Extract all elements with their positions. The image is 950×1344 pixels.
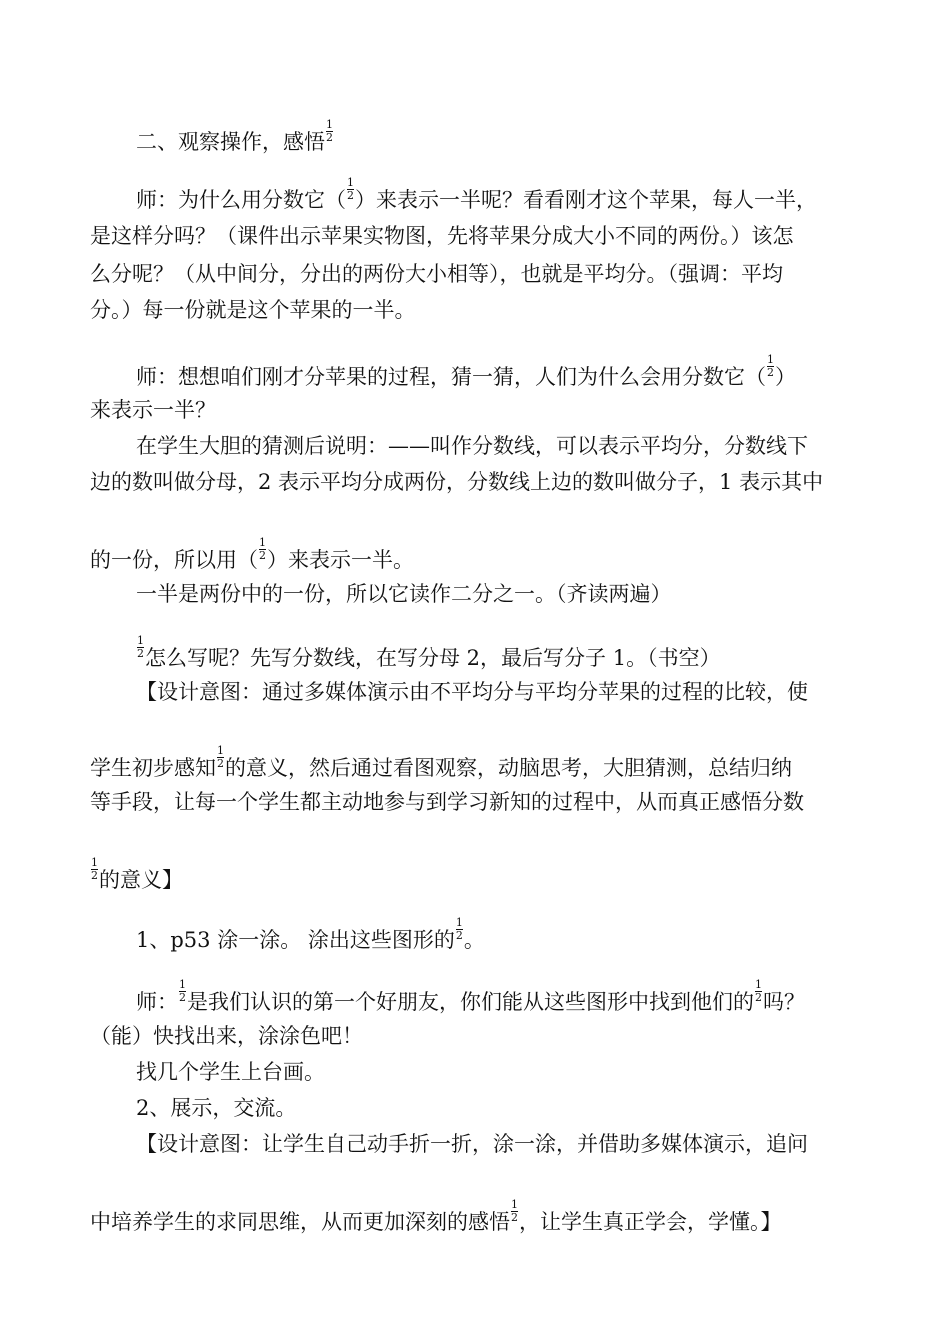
text: 1、p53 涂一涂。 涂出这些图形的 bbox=[136, 928, 455, 952]
text: 的意义，然后通过看图观察，动脑思考，大胆猜测，总结归纳 bbox=[225, 756, 792, 780]
text: 在学生大胆的猜测后说明：——叫作分数线，可以表示平均分，分数线下 bbox=[136, 434, 808, 458]
fraction-half: $\frac{1}{2}$ bbox=[455, 916, 463, 942]
text: ）来表示一半呢？看看刚才这个苹果，每人一半， bbox=[355, 188, 817, 212]
fraction-half: $\frac{1}{2}$ bbox=[767, 353, 774, 379]
paragraph-line bbox=[136, 582, 672, 606]
text: （能）快找出来，涂涂色吧！ bbox=[90, 1024, 363, 1048]
exercise-line bbox=[136, 918, 485, 952]
text: 学生初步感知 bbox=[90, 756, 216, 780]
fraction-half: $\frac{1}{2}$ bbox=[326, 118, 333, 144]
paragraph-line bbox=[90, 470, 823, 494]
text: 找几个学生上台画。 bbox=[136, 1060, 325, 1084]
fraction-half: $\frac{1}{2}$ bbox=[179, 978, 186, 1004]
text: 中培养学生的求同思维，从而更加深刻的感悟 bbox=[90, 1210, 510, 1234]
text: 。 bbox=[463, 928, 485, 952]
text: 是我们认识的第一个好朋友，你们能从这些图形中找到他们的 bbox=[187, 990, 754, 1014]
fraction-half: $\frac{1}{2}$ bbox=[259, 536, 266, 562]
text: ）来表示一半。 bbox=[267, 548, 414, 572]
text: 师： bbox=[136, 990, 178, 1014]
fraction-half: $\frac{1}{2}$ bbox=[91, 856, 98, 882]
design-intent-line bbox=[136, 680, 808, 704]
design-intent-line bbox=[90, 746, 792, 780]
paragraph-line bbox=[90, 538, 414, 572]
text: 的一份，所以用（ bbox=[90, 548, 258, 572]
design-intent-line bbox=[90, 790, 804, 814]
text: 么分呢？（从中间分，分出的两份大小相等），也就是平均分。（强调：平均 bbox=[90, 262, 783, 286]
exercise-line bbox=[136, 1096, 296, 1120]
heading-text: 二、观察操作，感悟 bbox=[136, 130, 325, 154]
paragraph-line bbox=[136, 434, 808, 458]
text: 吗？ bbox=[763, 990, 805, 1014]
text: ，让学生真正学会，学懂。】 bbox=[519, 1210, 782, 1234]
fraction-half: $\frac{1}{2}$ bbox=[511, 1198, 518, 1224]
text: 分。）每一份就是这个苹果的一半。 bbox=[90, 298, 416, 322]
text: 边的数叫做分母，2 表示平均分成两份，分数线上边的数叫做分子，1 表示其中 bbox=[90, 470, 824, 494]
text: 的意义】 bbox=[99, 868, 183, 892]
paragraph-line bbox=[136, 636, 721, 670]
text: 师：想想咱们刚才分苹果的过程，猜一猜，人们为什么会用分数它（ bbox=[136, 365, 766, 389]
text: 【设计意图：让学生自己动手折一折，涂一涂，并借助多媒体演示，追问 bbox=[136, 1132, 808, 1156]
paragraph-line bbox=[136, 355, 796, 389]
paragraph-line bbox=[136, 1060, 325, 1084]
paragraph-line bbox=[90, 398, 216, 422]
paragraph-line bbox=[90, 1024, 363, 1048]
fraction-half: $\frac{1}{2}$ bbox=[755, 978, 762, 1004]
paragraph-line bbox=[90, 262, 783, 286]
design-intent-line bbox=[90, 1200, 782, 1234]
text: 是这样分吗？（课件出示苹果实物图，先将苹果分成大小不同的两份。）该怎 bbox=[90, 224, 794, 248]
paragraph-line bbox=[136, 178, 817, 212]
fraction-half: $\frac{1}{2}$ bbox=[347, 176, 354, 202]
text: 来表示一半？ bbox=[90, 398, 216, 422]
text: 【设计意图：通过多媒体演示由不平均分与平均分苹果的过程的比较，使 bbox=[136, 680, 808, 704]
text: 一半是两份中的一份，所以它读作二分之一。（齐读两遍） bbox=[136, 582, 672, 606]
text: ） bbox=[775, 365, 796, 389]
paragraph-line bbox=[136, 980, 805, 1014]
fraction-half: $\frac{1}{2}$ bbox=[217, 744, 224, 770]
design-intent-line bbox=[136, 1132, 808, 1156]
text: 师：为什么用分数它（ bbox=[136, 188, 346, 212]
section-heading bbox=[136, 120, 334, 154]
paragraph-line bbox=[90, 224, 794, 248]
text: 怎么写呢？先写分数线，在写分母 2，最后写分子 1。（书空） bbox=[145, 646, 721, 670]
text: 等手段，让每一个学生都主动地参与到学习新知的过程中，从而真正感悟分数 bbox=[90, 790, 804, 814]
design-intent-line bbox=[90, 858, 183, 892]
paragraph-line bbox=[90, 298, 416, 322]
text: 2、展示，交流。 bbox=[136, 1096, 297, 1120]
fraction-half: $\frac{1}{2}$ bbox=[137, 634, 144, 660]
